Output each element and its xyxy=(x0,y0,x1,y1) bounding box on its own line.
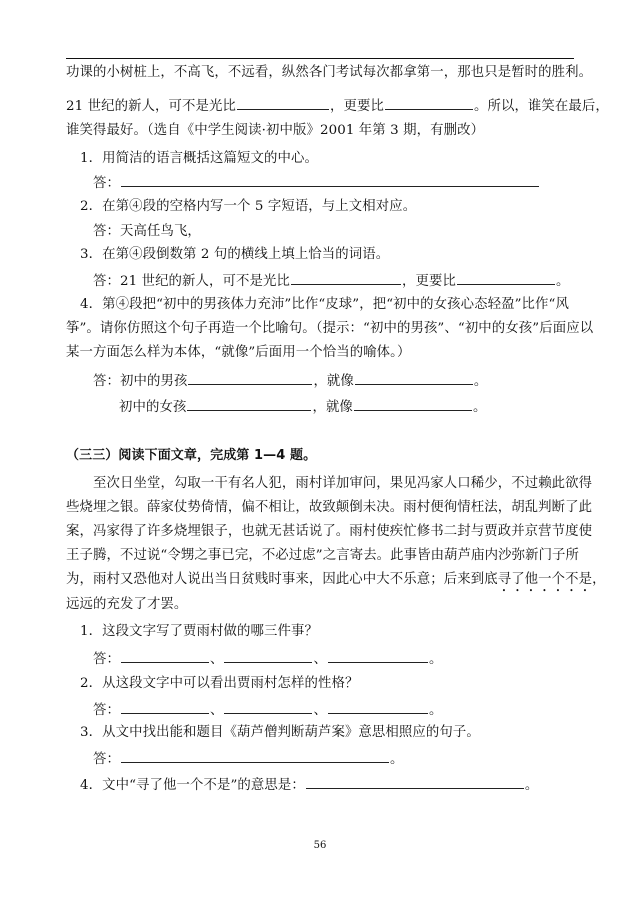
text-run: 。所以，谁笑在最后， xyxy=(473,99,609,114)
text-run: 。 xyxy=(428,652,443,667)
question-2: 2．从这段文字中可以看出贾雨村怎样的性格？ xyxy=(80,676,359,691)
paragraph-line xyxy=(66,97,609,116)
answer-3 xyxy=(93,272,569,291)
answer-4-boy xyxy=(93,372,487,391)
fill-blank[interactable] xyxy=(188,372,312,385)
text-run: 。 xyxy=(472,400,487,415)
text-run: 为，雨村又恐他对人说出当日贫贱时事来，因此心中大不乐意；后来到底 xyxy=(66,572,498,587)
fill-blank[interactable] xyxy=(187,398,311,411)
text-run: 答：21 世纪的新人，可不是光比 xyxy=(93,274,290,289)
text-run: 初中的女孩 xyxy=(119,400,187,415)
fill-blank[interactable] xyxy=(328,701,428,714)
fill-blank[interactable] xyxy=(328,650,428,663)
fill-blank[interactable] xyxy=(224,650,312,663)
question-1: 1．用简洁的语言概括这篇短文的中心。 xyxy=(80,151,318,166)
answer-blank[interactable] xyxy=(306,776,524,789)
answer-blank[interactable] xyxy=(121,174,539,187)
page-number: 56 xyxy=(313,840,327,851)
answer-label: 答： xyxy=(93,176,120,191)
text-run: ，就像 xyxy=(313,374,354,389)
fill-blank[interactable] xyxy=(457,272,555,285)
answer-label: 答： xyxy=(93,752,120,767)
text-run: 。 xyxy=(555,274,570,289)
paragraph-line: 功课的小树桩上，不高飞，不远看，纵然各门考试每次都拿第一，那也只是暂时的胜利。 xyxy=(66,65,593,80)
fill-blank[interactable] xyxy=(354,398,472,411)
question-3: 3．从文中找出能和题目《葫芦僧判断葫芦案》意思相照应的句子。 xyxy=(80,725,480,740)
text-run: ，就像 xyxy=(312,400,353,415)
text-run: 。 xyxy=(524,778,539,793)
question-2: 2．在第④段的空格内写一个 5 字短语，与上文相对应。 xyxy=(80,199,417,214)
fill-blank[interactable] xyxy=(121,701,209,714)
question-3: 3．在第④段倒数第 2 句的横线上填上恰当的词语。 xyxy=(80,247,390,262)
question-4-cont: 筝”。请你仿照这个句子再造一个比喻句。（提示：“初中的男孩”、“初中的女孩”后面应以 xyxy=(66,321,594,336)
answer-1 xyxy=(93,174,540,193)
paragraph-line: 谁笑得最好。（选自《中学生阅读·初中版》2001 年第 3 期，有删改） xyxy=(66,123,485,138)
text-run: ，更要比 xyxy=(330,99,384,114)
text-run: 。 xyxy=(389,752,404,767)
text-run: 。 xyxy=(428,703,443,718)
answer-4-girl xyxy=(119,398,486,417)
section-heading: （三三）阅读下面文章，完成第 1—4 题。 xyxy=(66,448,317,463)
separator: 、 xyxy=(209,703,224,718)
answer-blank[interactable] xyxy=(121,750,389,763)
question-4: 4．第④段把“初中的男孩体力充沛”比作“皮球”，把“初中的女孩心态轻盈”比作“风 xyxy=(80,297,569,312)
answer-1 xyxy=(93,650,442,669)
separator: 、 xyxy=(313,703,327,718)
question-4 xyxy=(80,776,538,795)
passage-line: 至次日坐堂，勾取一干有名人犯，雨村详加审问，果见冯家人口稀少，不过赖此欲得 xyxy=(93,476,593,491)
answer-3 xyxy=(93,750,403,769)
fill-blank[interactable] xyxy=(385,97,473,110)
answer-label: 答： xyxy=(93,652,120,667)
text-run: ， xyxy=(592,572,606,587)
text-run: ，更要比 xyxy=(401,274,456,289)
separator: 、 xyxy=(313,652,327,667)
answer-label: 答： xyxy=(93,703,120,718)
separator: 、 xyxy=(209,652,224,667)
text-run: 21 世纪的新人，可不是光比 xyxy=(66,99,236,114)
answer-2 xyxy=(93,701,442,720)
emphasized-phrase: 寻了他一个不是 xyxy=(497,572,593,587)
fill-blank[interactable] xyxy=(237,97,329,110)
header-rule xyxy=(66,58,574,59)
passage-line: 些烧埋之银。薛家仗势倚情，偏不相让，故致颠倒未决。雨村便徇情枉法，胡乱判断了此 xyxy=(66,500,593,515)
fill-blank[interactable] xyxy=(121,650,209,663)
text-run: 4．文中“寻了他一个不是”的意思是： xyxy=(80,778,305,793)
passage-line xyxy=(66,571,606,595)
fill-blank[interactable] xyxy=(291,272,401,285)
fill-blank[interactable] xyxy=(224,701,312,714)
text-run: 。 xyxy=(473,374,488,389)
answer-2 xyxy=(93,223,201,241)
question-4-cont: 某一方面怎么样为本体，“就像”后面用一个恰当的喻体。） xyxy=(66,345,411,360)
answer-text: 答：天高任鸟飞， xyxy=(93,224,201,239)
fill-blank[interactable] xyxy=(355,372,473,385)
passage-line: 王子腾，不过说“令甥之事已完，不必过虑”之言寄去。此事皆由葫芦庙内沙弥新门子所 xyxy=(66,548,580,563)
passage-line: 案，冯家得了许多烧埋银子，也就无甚话说了。雨村使疾忙修书二封与贾政并京营节度使 xyxy=(66,524,593,539)
text-run: 答：初中的男孩 xyxy=(93,374,188,389)
passage-line: 远远的充发了才罢。 xyxy=(66,597,188,612)
question-1: 1．这段文字写了贾雨村做的哪三件事？ xyxy=(80,624,318,639)
